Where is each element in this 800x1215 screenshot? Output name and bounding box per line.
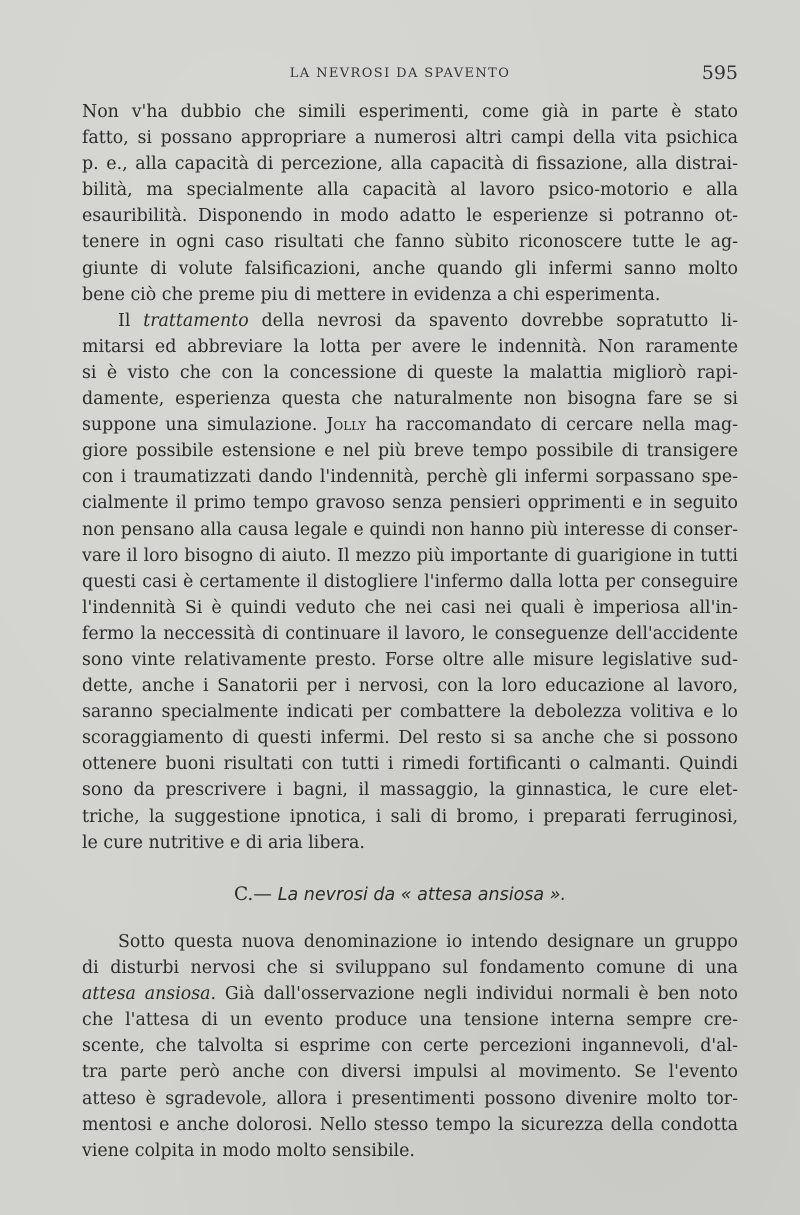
author-name-jolly: Jolly [326,415,367,436]
text-line: mitarsi ed abbreviare la lotta per avere le indennità. Non raramente [82,336,738,357]
text-line: scente, che talvolta si esprime con certe percezioni ingannevoli, d'al- [82,1036,738,1057]
paragraph-3 [82,929,738,1164]
text-line: l'indennità Si è quindi veduto che nei casi nei quali è imperiosa all'in- [82,597,738,618]
text-line: giore possibile estensione e nel più breve tempo possibile di transigere [82,441,738,462]
running-head [0,62,800,86]
text-line: bilità, ma specialmente alla capacità al lavoro psico-motorio e alla [82,180,738,201]
text-line: ottenere buoni risultati con tutti i rimedi fortificanti o calmanti. Quindi [82,754,738,775]
text-line: esauribilità. Disponendo in modo adatto le esperienze si potranno ot- [82,206,738,227]
running-head-title: LA NEVROSI DA SPAVENTO [289,66,511,81]
text-fragment: . Già dall'osservazione negli individui normali è ben noto [210,984,738,1005]
text-line: mentosi e anche dolorosi. Nello stesso tempo la sicurezza della condotta [82,1114,738,1135]
text-fragment: Il [118,310,144,331]
paragraph-1 [82,99,738,856]
text-line: con i traumatizzati dando l'indennità, perchè gli infermi sorpassano spe- [82,467,738,488]
text-line: giunte di volute falsificazioni, anche quando gli infermi sanno molto [82,258,738,279]
text-line: scoraggiamento di questi infermi. Del resto si sa anche che si possono [82,728,738,749]
text-line: saranno specialmente indicati per combattere la debolezza volitiva e lo [82,702,738,723]
page-number: 595 [701,62,738,84]
text-line: cialmente il primo tempo gravoso senza pensieri opprimenti e in seguito [82,493,738,514]
emphasis-attesa-ansiosa: attesa ansiosa [82,984,211,1005]
text-line [82,308,738,334]
text-line: Non v'ha dubbio che simili esperimenti, come già in parte è stato [82,102,738,122]
text-line: vare il loro bisogno di aiuto. Il mezzo più importante di guarigione in tutti [82,545,738,566]
text-line [82,412,738,438]
text-line: di disturbi nervosi che si sviluppano sul fondamento comune di una [82,958,738,979]
text-line: bene ciò che preme piu di mettere in evidenza a chi esperimenta. [82,284,661,305]
text-fragment: della nevrosi da spavento dovrebbe sopratutto li- [248,310,738,331]
section-heading [0,884,800,905]
text-line: sono vinte relativamente presto. Forse oltre alle misure legislative sud- [82,649,738,670]
section-label: C.— [233,884,278,905]
text-line: fermo la neccessità di continuare il lavoro, le conseguenze dell'accidente [82,623,738,644]
text-line: p. e., alla capacità di percezione, alla capacità di fissazione, alla distrai- [82,154,738,175]
text-line: non pensano alla causa legale e quindi non hanno più interesse di conser- [82,519,738,540]
text-line: atteso è sgradevole, allora i presentimenti possono divenire molto tor- [82,1088,738,1109]
text-fragment: suppone una simulazione. [82,415,327,436]
text-line: damente, esperienza questa che naturalmente non bisogna fare se si [82,389,738,410]
text-line: fatto, si possano appropriare a numerosi altri campi della vita psichica [82,128,738,149]
text-line: Sotto questa nuova denominazione io intendo designare un gruppo [118,932,738,952]
text-line: dette, anche i Sanatorii per i nervosi, con la loro educazione al lavoro, [82,676,738,697]
text-line: sono da prescrivere i bagni, il massaggio, la ginnastica, le cure elet- [82,780,738,801]
text-line: tra parte però anche con diversi impulsi al movimento. Se l'evento [82,1062,738,1083]
text-line: che l'attesa di un evento produce una tensione interna sempre cre- [82,1010,738,1031]
section-title: La nevrosi da « attesa ansiosa ». [277,885,567,905]
text-line: si è visto che con la concessione di queste la malattia migliorò rapi- [82,362,738,383]
text-line: questi casi è certamente il distogliere l'infermo dalla lotta per conseguire [82,571,738,592]
text-line: viene colpita in modo molto sensibile. [82,1140,415,1161]
emphasis-trattamento: trattamento [143,310,249,331]
text-line: triche, la suggestione ipnotica, i sali di bromo, i preparati ferruginosi, [82,806,738,827]
text-line: le cure nutritive e di aria libera. [82,832,365,853]
text-line [82,981,738,1007]
text-fragment: ha raccomandato di cercare nella mag- [366,415,738,436]
text-line: tenere in ogni caso risultati che fanno sùbito riconoscere tutte le ag- [82,232,738,253]
